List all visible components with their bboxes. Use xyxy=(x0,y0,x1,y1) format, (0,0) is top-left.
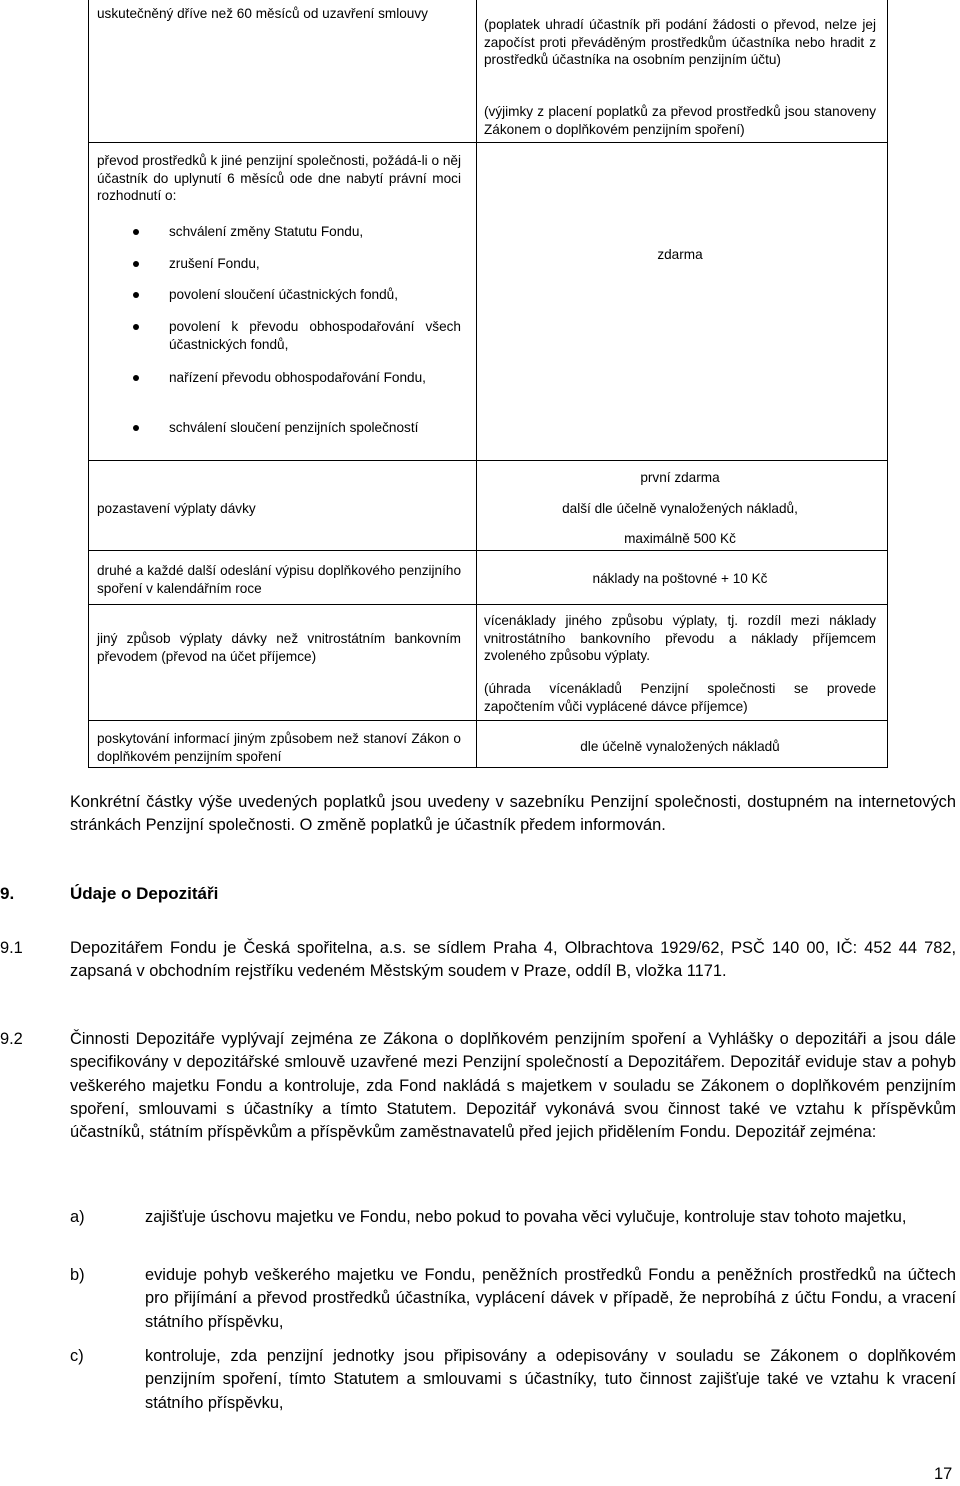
table-cell: zdarma xyxy=(657,247,703,262)
list-item-label: b) xyxy=(70,1266,85,1284)
table-cell: jiný způsob výplaty dávky než vnitrostátním bankovním převodem (převod na účet příjemce) xyxy=(97,631,461,664)
bullet-icon xyxy=(133,425,139,431)
table-cell: druhé a každé další odeslání výpisu doplňkového penzijního spoření v kalendářním roce xyxy=(97,563,461,596)
list-item: eviduje pohyb veškerého majetku ve Fondu, peněžních prostředků Fondu a peněžních prostředků na účtech pro přijímání a převod prostředků účastníka, vyplácení dávek v případě, že neprobíhá z účtu Fondu, a vracení státního příspěvku, xyxy=(145,1266,956,1331)
table-cell: dle účelně vynaložených nákladů xyxy=(580,739,780,754)
fee-table xyxy=(88,0,888,768)
paragraph-number: 9.2 xyxy=(0,1030,23,1048)
paragraph-number: 9.1 xyxy=(0,939,23,957)
list-item: schválení sloučení penzijních společností xyxy=(169,420,419,435)
section-number: 9. xyxy=(0,884,15,903)
bullet-icon xyxy=(133,261,139,267)
bullet-icon xyxy=(133,375,139,381)
section-title: Údaje o Depozitáři xyxy=(70,884,219,903)
fee-note: Konkrétní částky výše uvedených poplatků jsou uvedeny v sazebníku Penzijní společnosti, dostupném na internetových stránkách Penzijní společnosti. O změně poplatků je účastník předem informován. xyxy=(70,793,956,835)
table-cell: poskytování informací jiným způsobem než stanoví Zákon o doplňkovém penzijním spoření xyxy=(97,731,461,764)
paragraph-9-1: Depozitářem Fondu je Česká spořitelna, a.s. se sídlem Praha 4, Olbrachtova 1929/62, PSČ 140 00, IČ: 452 44 782, zapsaná v obchodním rejstříku vedeném Městským soudem v Praze, oddíl B, vložka 1171. xyxy=(70,939,956,981)
table-cell: náklady na poštovné + 10 Kč xyxy=(592,571,768,586)
table-cell: (úhrada vícenákladů Penzijní společnosti se provede započtením vůči vyplácené dávce příjemce) xyxy=(484,681,876,714)
table-cell: vícenáklady jiného způsobu výplaty, tj. rozdíl mezi náklady vnitrostátního bankovního převodu a náklady příjemcem zvoleného způsobu výplaty. xyxy=(484,613,876,663)
table-column-divider xyxy=(476,0,477,767)
table-cell: pozastavení výplaty dávky xyxy=(97,501,256,516)
table-cell: převod prostředků k jiné penzijní společnosti, požádá-li o něj účastník do uplynutí 6 měsíců ode dne nabytí právní moci rozhodnutí o: xyxy=(97,153,461,203)
table-cell: další dle účelně vynaložených nákladů, xyxy=(562,501,798,516)
list-item: povolení sloučení účastnických fondů, xyxy=(169,287,398,302)
paragraph-9-2: Činnosti Depozitáře vyplývají zejména ze Zákona o doplňkovém penzijním spoření a Vyhlášky o depozitáři a jsou dále specifikovány v depozitářské smlouvě uzavřené mezi Penzijní společností a Depozitářem. Depozitář eviduje stav a pohyb veškerého majetku Fondu a kontroluje, zda Fond nakládá s majetkem v souladu se Zákonem o doplňkovém penzijním spoření, smlouvami s účastníky a tímto Statutem. Depozitář vykonává svou činnost také ve vztahu k příspěvkům účastníků, státním příspěvkům a příspěvkům zaměstnavatelů před jejich přidělením Fondu. Depozitář zejména: xyxy=(70,1030,956,1142)
table-row-divider xyxy=(89,550,887,551)
table-row-divider xyxy=(89,604,887,605)
list-item: nařízení převodu obhospodařování Fondu, xyxy=(169,370,426,385)
list-item: kontroluje, zda penzijní jednotky jsou připisovány a odepisovány v souladu se Zákonem o doplňkovém penzijním spoření, tímto Statutem a smlouvami s účastníky, tuto činnost zajišťuje také ve vztahu k vracení státního příspěvku, xyxy=(145,1347,956,1412)
table-cell: uskutečněný dříve než 60 měsíců od uzavření smlouvy xyxy=(97,6,428,21)
table-row-divider xyxy=(89,460,887,461)
list-item: zrušení Fondu, xyxy=(169,256,260,271)
table-row-divider xyxy=(89,142,887,143)
list-item-label: a) xyxy=(70,1208,85,1226)
list-item-label: c) xyxy=(70,1347,84,1365)
list-item: schválení změny Statutu Fondu, xyxy=(169,224,364,239)
bullet-icon xyxy=(133,292,139,298)
table-cell: první zdarma xyxy=(640,470,720,485)
list-item: povolení k převodu obhospodařování všech účastnických fondů, xyxy=(169,319,461,352)
list-item: zajišťuje úschovu majetku ve Fondu, nebo pokud to povaha věci vylučuje, kontroluje stav tohoto majetku, xyxy=(145,1208,907,1226)
bullet-icon xyxy=(133,324,139,330)
table-cell: maximálně 500 Kč xyxy=(624,531,736,546)
table-cell: (výjimky z placení poplatků za převod prostředků jsou stanoveny Zákonem o doplňkovém penzijním spoření) xyxy=(484,104,876,137)
table-row-divider xyxy=(89,720,887,721)
bullet-icon xyxy=(133,229,139,235)
table-cell: (poplatek uhradí účastník při podání žádosti o převod, nelze jej započíst proti převáděným prostředkům účastníka nebo hradit z prostředků účastníka na osobním penzijním účtu) xyxy=(484,17,876,67)
page-number: 17 xyxy=(934,1465,953,1483)
